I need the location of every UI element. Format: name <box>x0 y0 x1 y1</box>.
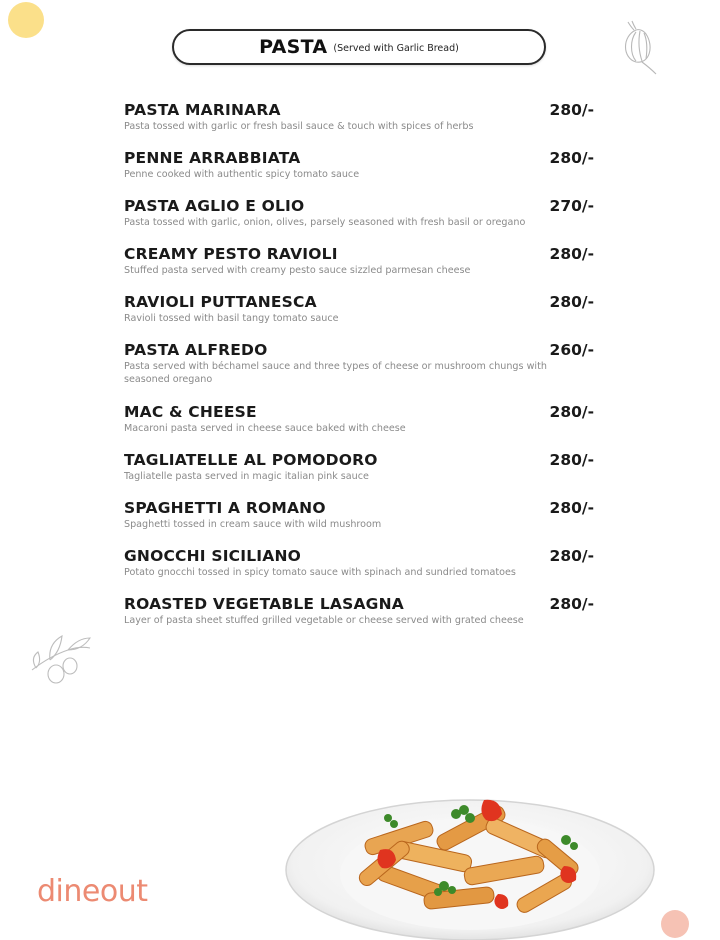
pink-dot-decoration <box>661 910 689 938</box>
item-name: CREAMY PESTO RAVIOLI <box>124 245 338 263</box>
item-price: 280/- <box>549 293 594 311</box>
menu-item <box>124 595 594 643</box>
item-price: 280/- <box>549 499 594 517</box>
yellow-dot-decoration <box>8 2 44 38</box>
item-price: 260/- <box>549 341 594 359</box>
item-price: 280/- <box>549 547 594 565</box>
item-price: 280/- <box>549 245 594 263</box>
item-name: TAGLIATELLE AL POMODORO <box>124 451 378 469</box>
item-price: 280/- <box>549 149 594 167</box>
item-description: Spaghetti tossed in cream sauce with wild mushroom <box>124 519 382 530</box>
item-name: PASTA MARINARA <box>124 101 281 119</box>
menu-item <box>124 341 594 403</box>
item-name: PENNE ARRABBIATA <box>124 149 301 167</box>
section-title: PASTA <box>259 36 328 58</box>
item-name: PASTA ALFREDO <box>124 341 268 359</box>
item-description: Tagliatelle pasta served in magic italian pink sauce <box>124 471 369 482</box>
onion-sketch-icon <box>616 18 664 76</box>
item-price: 280/- <box>549 101 594 119</box>
dineout-logo: dineout <box>37 874 148 909</box>
item-price: 270/- <box>549 197 594 215</box>
item-description: Pasta tossed with garlic or fresh basil sauce & touch with spices of herbs <box>124 121 474 132</box>
menu-list <box>124 101 594 643</box>
item-description: Macaroni pasta served in cheese sauce baked with cheese <box>124 423 406 434</box>
item-name: ROASTED VEGETABLE LASAGNA <box>124 595 404 613</box>
item-description: Layer of pasta sheet stuffed grilled vegetable or cheese served with grated cheese <box>124 615 524 626</box>
item-name: SPAGHETTI A ROMANO <box>124 499 326 517</box>
item-description: Ravioli tossed with basil tangy tomato sauce <box>124 313 339 324</box>
item-description: Penne cooked with authentic spicy tomato sauce <box>124 169 360 180</box>
menu-item <box>124 547 594 595</box>
item-description: Potato gnocchi tossed in spicy tomato sauce with spinach and sundried tomatoes <box>124 567 516 578</box>
pasta-dish-image <box>284 790 656 940</box>
olive-branch-sketch-icon <box>28 630 94 686</box>
item-name: RAVIOLI PUTTANESCA <box>124 293 317 311</box>
menu-item <box>124 245 594 293</box>
section-subtitle: (Served with Garlic Bread) <box>333 42 459 54</box>
item-price: 280/- <box>549 403 594 421</box>
section-header <box>172 29 546 65</box>
menu-item <box>124 101 594 149</box>
item-price: 280/- <box>549 595 594 613</box>
menu-item <box>124 451 594 499</box>
item-name: MAC & CHEESE <box>124 403 257 421</box>
item-description: Pasta served with béchamel sauce and three types of cheese or mushroom chungs with seasoned oregano <box>124 361 547 385</box>
menu-item <box>124 293 594 341</box>
menu-item <box>124 149 594 197</box>
menu-item <box>124 403 594 451</box>
menu-item <box>124 197 594 245</box>
menu-item <box>124 499 594 547</box>
item-description: Stuffed pasta served with creamy pesto sauce sizzled parmesan cheese <box>124 265 471 276</box>
item-price: 280/- <box>549 451 594 469</box>
item-name: GNOCCHI SICILIANO <box>124 547 302 565</box>
item-description: Pasta tossed with garlic, onion, olives, parsely seasoned with fresh basil or oregano <box>124 217 526 228</box>
item-name: PASTA AGLIO E OLIO <box>124 197 305 215</box>
